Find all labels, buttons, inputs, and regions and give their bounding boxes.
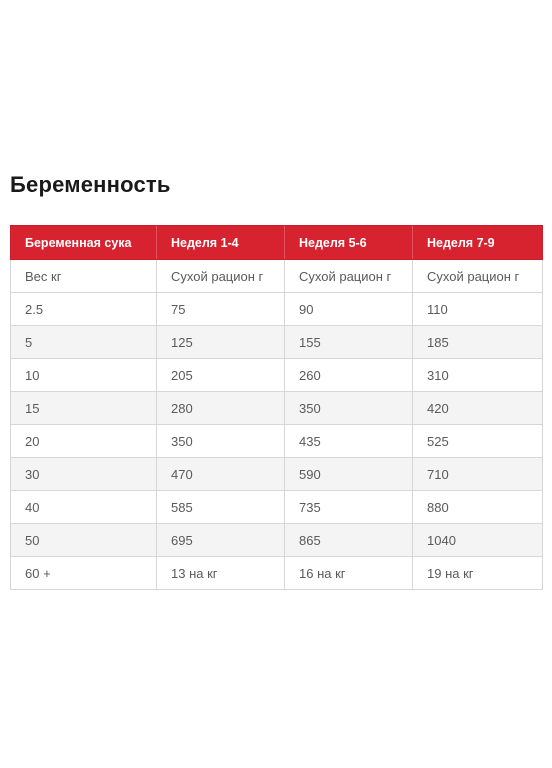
- table-cell: 260: [285, 359, 413, 392]
- header-week-7-9: Неделя 7-9: [413, 226, 543, 260]
- table-cell: 155: [285, 326, 413, 359]
- table-cell: 710: [413, 458, 543, 491]
- table-cell: 10: [11, 359, 157, 392]
- table-cell: 15: [11, 392, 157, 425]
- table-header-row: [11, 226, 543, 260]
- table-cell: 110: [413, 293, 543, 326]
- table-cell: 19 на кг: [413, 557, 543, 590]
- table-cell: 90: [285, 293, 413, 326]
- table-cell: 20: [11, 425, 157, 458]
- table-cell: 280: [157, 392, 285, 425]
- table-cell: 865: [285, 524, 413, 557]
- table-row: [11, 557, 543, 590]
- table-cell: 30: [11, 458, 157, 491]
- table-cell: 16 на кг: [285, 557, 413, 590]
- table-cell: 435: [285, 425, 413, 458]
- table-cell: 75: [157, 293, 285, 326]
- table-cell: 125: [157, 326, 285, 359]
- table-cell: 350: [285, 392, 413, 425]
- table-cell: 50: [11, 524, 157, 557]
- table-subheader-row: [11, 260, 543, 293]
- table-cell: 2.5: [11, 293, 157, 326]
- table-cell: 420: [413, 392, 543, 425]
- table-row: [11, 359, 543, 392]
- table-cell: 310: [413, 359, 543, 392]
- table-row: [11, 293, 543, 326]
- table-cell: 40: [11, 491, 157, 524]
- header-pregnant-dog: Беременная сука: [11, 226, 157, 260]
- table-cell: 880: [413, 491, 543, 524]
- table-row: [11, 458, 543, 491]
- table-cell: 735: [285, 491, 413, 524]
- subheader-weight: Вес кг: [11, 260, 157, 293]
- subheader-dry-ration: Сухой рацион г: [285, 260, 413, 293]
- table-cell: 470: [157, 458, 285, 491]
- table-cell: 1040: [413, 524, 543, 557]
- table-cell: 695: [157, 524, 285, 557]
- table-cell: 13 на кг: [157, 557, 285, 590]
- table-row: [11, 326, 543, 359]
- header-week-1-4: Неделя 1-4: [157, 226, 285, 260]
- page-title: Беременность: [10, 172, 171, 197]
- table-cell: 585: [157, 491, 285, 524]
- subheader-dry-ration: Сухой рацион г: [157, 260, 285, 293]
- feeding-table: [10, 225, 543, 590]
- table-cell: 5: [11, 326, 157, 359]
- table-row: [11, 491, 543, 524]
- table-row: [11, 425, 543, 458]
- table-cell: 590: [285, 458, 413, 491]
- table-cell: 525: [413, 425, 543, 458]
- table-cell: 350: [157, 425, 285, 458]
- table-row: [11, 392, 543, 425]
- table-cell: 185: [413, 326, 543, 359]
- subheader-dry-ration: Сухой рацион г: [413, 260, 543, 293]
- header-week-5-6: Неделя 5-6: [285, 226, 413, 260]
- table-cell: 60 +: [11, 557, 157, 590]
- table-cell: 205: [157, 359, 285, 392]
- table-row: [11, 524, 543, 557]
